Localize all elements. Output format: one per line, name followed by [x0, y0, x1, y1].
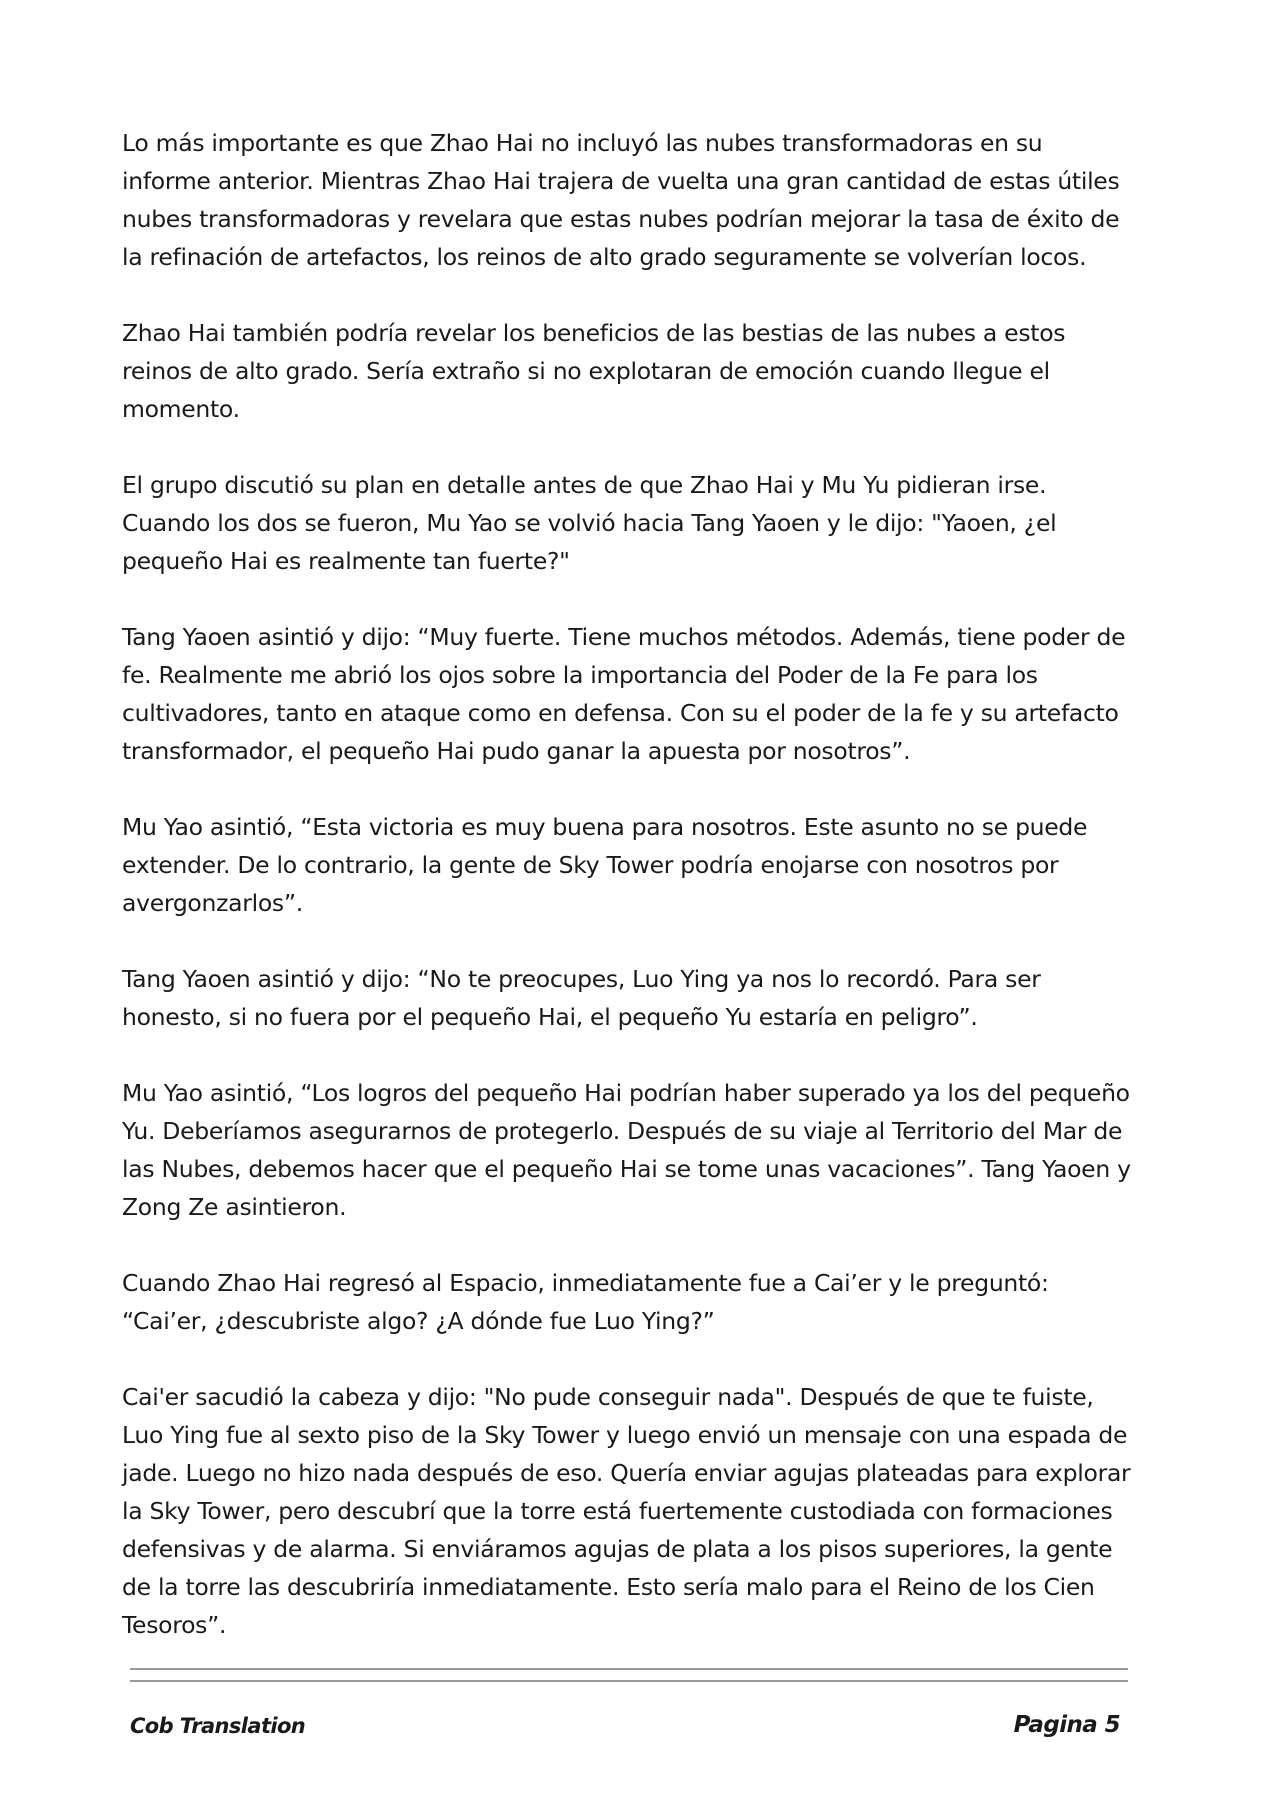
footer-divider-bottom [130, 1680, 1128, 1682]
paragraph-7: Mu Yao asintió, “Los logros del pequeño Hai podrían haber superado ya los del pequeño Yu. Deberíamos asegurarnos de protegerlo. Después de su viaje al Territorio del Mar de las Nubes, debemos hacer que el pequeño Hai se tome unas vacaciones”. Tang Yaoen y Zong Ze asintieron. [122, 1079, 1131, 1221]
paragraph-9: Cai'er sacudió la cabeza y dijo: "No pude conseguir nada". Después de que te fuiste, Luo Ying fue al sexto piso de la Sky Tower y luego envió un mensaje con una espada de jade. Luego no hizo nada después de eso. Quería enviar agujas plateadas para explorar la Sky Tower, pero descubrí que la torre está fuertemente custodiada con formaciones defensivas y de alarma. Si enviáramos agujas de plata a los pisos superiores, la gente de la torre las descubriría inmediatamente. Esto sería malo para el Reino de los Cien Tesoros”. [122, 1383, 1131, 1639]
paragraph-8: Cuando Zhao Hai regresó al Espacio, inmediatamente fue a Cai’er y le preguntó: “Cai’er, ¿descubriste algo? ¿A dónde fue Luo Ying?” [122, 1269, 1049, 1335]
footer-page-number: Pagina 5 [1013, 1712, 1120, 1738]
paragraph-4: Tang Yaoen asintió y dijo: “Muy fuerte. Tiene muchos métodos. Además, tiene poder de fe. Realmente me abrió los ojos sobre la importancia del Poder de la Fe para los cultivadores, tanto en ataque como en defensa. Con su el poder de la fe y su artefacto transformador, el pequeño Hai pudo ganar la apuesta por nosotros”. [122, 623, 1126, 765]
paragraph-1: Lo más importante es que Zhao Hai no incluyó las nubes transformadoras en su informe anterior. Mientras Zhao Hai trajera de vuelta una gran cantidad de estas útiles nubes transformadoras y revelara que estas nubes podrían mejorar la tasa de éxito de la refinación de artefactos, los reinos de alto grado seguramente se volverían locos. [122, 129, 1120, 271]
paragraph-2: Zhao Hai también podría revelar los beneficios de las bestias de las nubes a estos reinos de alto grado. Sería extraño si no explotaran de emoción cuando llegue el momento. [122, 319, 1066, 423]
paragraph-5: Mu Yao asintió, “Esta victoria es muy buena para nosotros. Este asunto no se puede extender. De lo contrario, la gente de Sky Tower podría enojarse con nosotros por avergonzarlos”. [122, 813, 1088, 917]
footer-translator-credit: Cob Translation [130, 1714, 306, 1738]
paragraph-6: Tang Yaoen asintió y dijo: “No te preocupes, Luo Ying ya nos lo recordó. Para ser honesto, si no fuera por el pequeño Hai, el pequeño Yu estaría en peligro”. [122, 965, 1041, 1031]
paragraph-3: El grupo discutió su plan en detalle antes de que Zhao Hai y Mu Yu pidieran irse. Cuando los dos se fueron, Mu Yao se volvió hacia Tang Yaoen y le dijo: "Yaoen, ¿el pequeño Hai es realmente tan fuerte?" [122, 471, 1057, 575]
body-text [122, 124, 1132, 1682]
footer-divider-top [130, 1668, 1128, 1670]
